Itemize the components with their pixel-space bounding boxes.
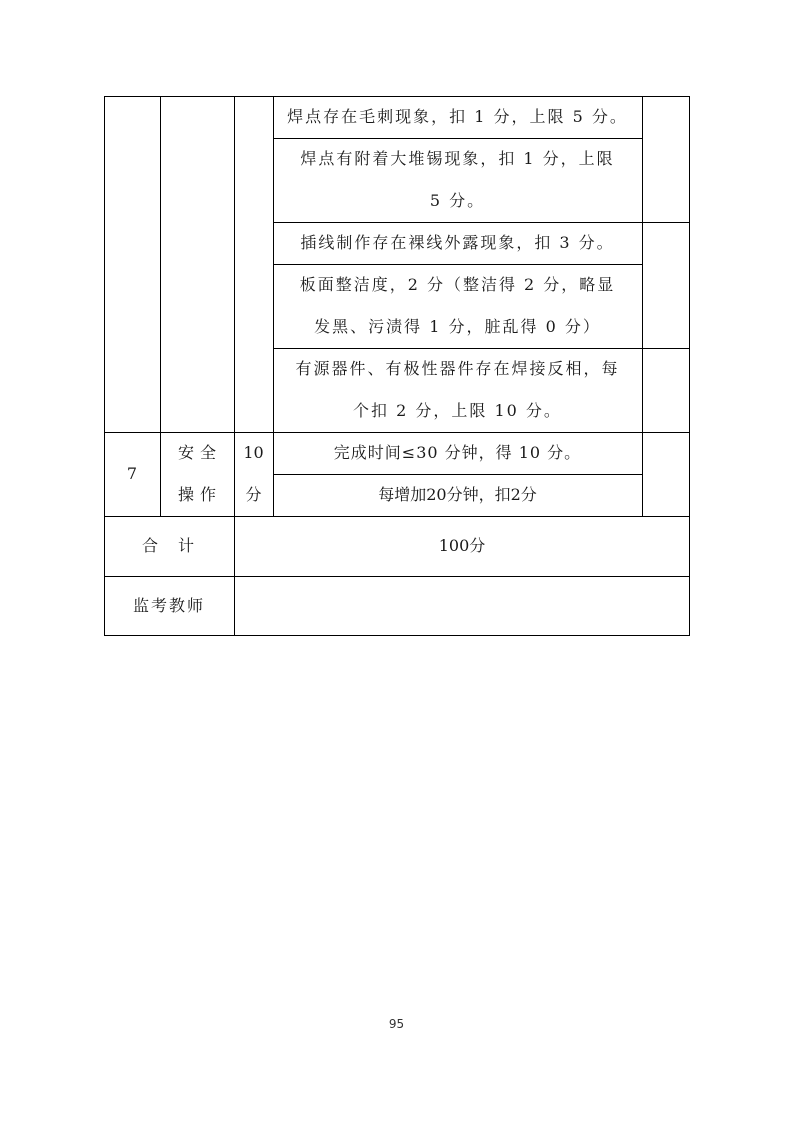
scoring-table: [104, 96, 690, 636]
criteria-cell: 板面整洁度，2 分（整洁得 2 分，略显发黑、污渍得 1 分，脏乱得 0 分）: [299, 275, 616, 336]
item-score: 10分: [243, 443, 264, 504]
supervisor-value: [234, 576, 690, 636]
criteria-cell: 每增加20分钟，扣2分: [378, 485, 537, 504]
criteria-cell: 有源器件、有极性器件存在焊接反相，每个扣 2 分，上限 10 分。: [295, 359, 620, 420]
supervisor-label: 监考教师: [132, 596, 205, 615]
criteria-cell: 完成时间≤30 分钟，得 10 分。: [333, 443, 582, 462]
criteria-cell: 焊点存在毛刺现象，扣 1 分，上限 5 分。: [287, 107, 628, 126]
row-number: 7: [126, 464, 138, 483]
page-number: 95: [388, 1017, 405, 1031]
criteria-cell: 插线制作存在裸线外露现象，扣 3 分。: [300, 233, 615, 252]
total-value: 100分: [438, 536, 486, 555]
total-label: 合 计: [141, 536, 196, 555]
column-divider: [642, 96, 643, 516]
item-name: 安全操作: [177, 443, 222, 504]
criteria-cell: 焊点有附着大堆锡现象，扣 1 分，上限 5 分。: [300, 149, 615, 210]
